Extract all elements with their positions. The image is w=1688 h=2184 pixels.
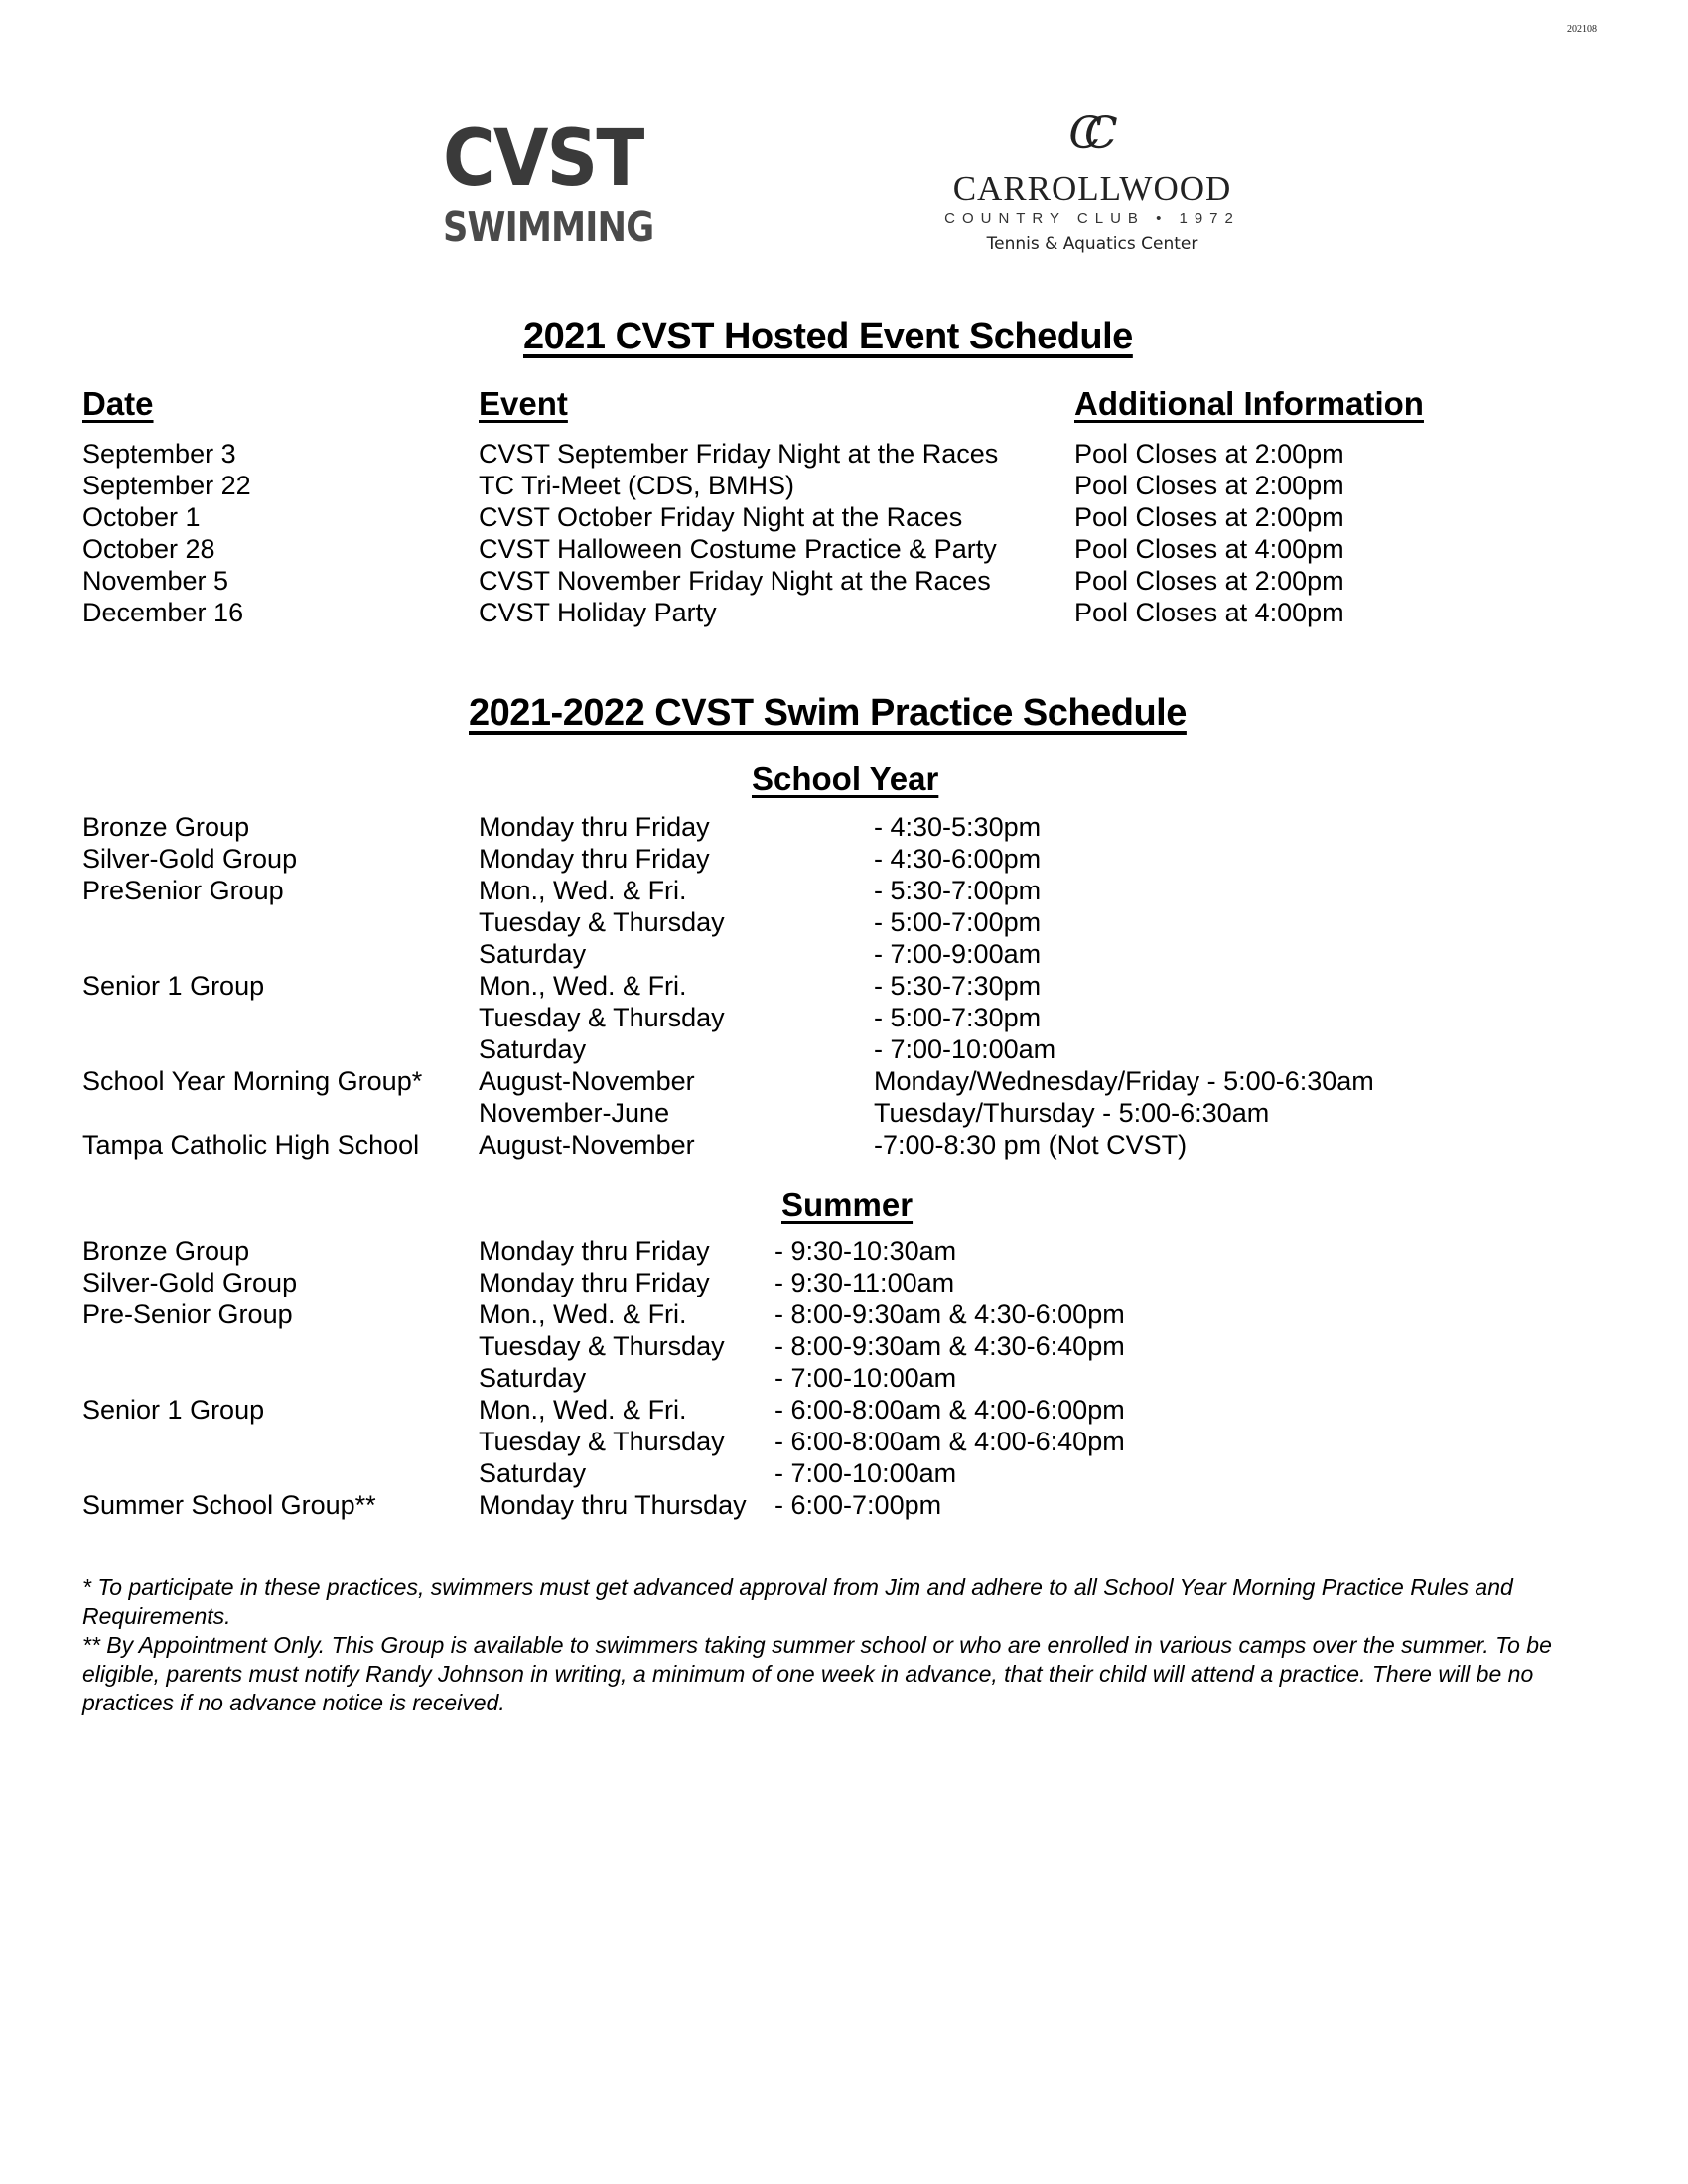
event-row-cell-c: Pool Closes at 2:00pm (1074, 471, 1344, 500)
school-year-row-cell-a: School Year Morning Group* (82, 1066, 423, 1096)
summer-row-cell-c: - 7:00-10:00am (774, 1458, 957, 1488)
summer-row-cell-b: Monday thru Thursday (479, 1490, 747, 1520)
club-name: CARROLLWOOD (952, 169, 1232, 207)
event-row-cell-b: CVST September Friday Night at the Races (479, 439, 999, 469)
school-year-row-cell-b: Mon., Wed. & Fri. (479, 876, 687, 905)
summer-row-cell-a: Silver-Gold Group (82, 1268, 298, 1297)
event-row-cell-c: Pool Closes at 4:00pm (1074, 534, 1344, 564)
school-year-row-cell-c: - 5:30-7:00pm (874, 876, 1042, 905)
club-subtitle: COUNTRY CLUB • 1972 (944, 210, 1240, 227)
summer-row-cell-a: Summer School Group** (82, 1490, 376, 1520)
event-row-cell-a: September 3 (82, 439, 236, 469)
school-year-row-cell-c: -7:00-8:30 pm (Not CVST) (874, 1130, 1188, 1160)
school-year-row-cell-b: Saturday (479, 939, 587, 969)
event-row-cell-a: September 22 (82, 471, 251, 500)
school-year-row-cell-c: - 5:30-7:30pm (874, 971, 1042, 1001)
cvst-logo-text: CVST (443, 114, 643, 204)
col-header-event: Event (479, 385, 568, 422)
summer-row-cell-b: Mon., Wed. & Fri. (479, 1299, 687, 1329)
event-row-cell-b: CVST November Friday Night at the Races (479, 566, 991, 596)
school-year-row-cell-b: August-November (479, 1130, 695, 1160)
event-schedule-title: 2021 CVST Hosted Event Schedule (523, 316, 1133, 357)
event-row-cell-c: Pool Closes at 2:00pm (1074, 439, 1344, 469)
summer-row-cell-a: Bronze Group (82, 1236, 250, 1266)
event-row-cell-b: CVST October Friday Night at the Races (479, 502, 963, 532)
summer-row-cell-b: Tuesday & Thursday (479, 1427, 725, 1456)
summer-row-cell-c: - 7:00-10:00am (774, 1363, 957, 1393)
school-year-row-cell-b: Saturday (479, 1034, 587, 1064)
summer-row-cell-c: - 6:00-8:00am & 4:00-6:00pm (774, 1395, 1125, 1425)
school-year-row-cell-b: Tuesday & Thursday (479, 1003, 725, 1032)
summer-row-cell-b: Mon., Wed. & Fri. (479, 1395, 687, 1425)
school-year-row-cell-b: Monday thru Friday (479, 844, 710, 874)
footnote-summer-school-group: ** By Appointment Only. This Group is available to swimmers taking summer school or who are enrolled in various camps over the summer. To be eligible, parents must notify Randy Johnson in writing, a minimum of one week in advance, that their child will attend a practice. There will be no practices if no advance notice is received. (82, 1632, 1552, 1715)
school-year-row-cell-a: Senior 1 Group (82, 971, 265, 1001)
cvst-swimming-logo (443, 114, 671, 276)
school-year-row-cell-c: Monday/Wednesday/Friday - 5:00-6:30am (874, 1066, 1374, 1096)
school-year-row-cell-b: Monday thru Friday (479, 812, 710, 842)
col-header-date: Date (82, 385, 154, 422)
school-year-row-cell-a: Silver-Gold Group (82, 844, 298, 874)
event-row-cell-b: TC Tri-Meet (CDS, BMHS) (479, 471, 795, 500)
summer-row-cell-a: Pre-Senior Group (82, 1299, 293, 1329)
swimming-logo-text: SWIMMING (443, 204, 654, 251)
school-year-heading: School Year (752, 760, 939, 797)
footnote-morning-group: * To participate in these practices, swimmers must get advanced approval from Jim and adhere to all School Year Morning Practice Rules and Requirements. (82, 1574, 1513, 1629)
summer-heading: Summer (781, 1186, 914, 1223)
school-year-row-cell-c: - 5:00-7:30pm (874, 1003, 1042, 1032)
summer-row-cell-c: - 8:00-9:30am & 4:30-6:40pm (774, 1331, 1125, 1361)
footnotes (82, 1573, 1612, 1717)
event-row-cell-a: October 1 (82, 502, 201, 532)
school-year-row-cell-a: Tampa Catholic High School (82, 1130, 420, 1160)
event-row-cell-a: October 28 (82, 534, 215, 564)
summer-row-cell-c: - 6:00-8:00am & 4:00-6:40pm (774, 1427, 1125, 1456)
school-year-row-cell-a: PreSenior Group (82, 876, 284, 905)
event-row-cell-a: November 5 (82, 566, 229, 596)
school-year-row-cell-b: Mon., Wed. & Fri. (479, 971, 687, 1001)
summer-row-cell-c: - 9:30-11:00am (774, 1268, 955, 1297)
summer-row-cell-c: - 6:00-7:00pm (774, 1490, 942, 1520)
event-row-cell-a: December 16 (82, 598, 244, 627)
club-tagline: Tennis & Aquatics Center (986, 234, 1198, 254)
col-header-additional-info: Additional Information (1074, 385, 1424, 422)
school-year-row-cell-c: - 7:00-10:00am (874, 1034, 1056, 1064)
carrollwood-logo (923, 99, 1261, 278)
document-id: 202108 (1567, 24, 1597, 35)
school-year-row-cell-c: - 7:00-9:00am (874, 939, 1042, 969)
event-row-cell-c: Pool Closes at 2:00pm (1074, 502, 1344, 532)
summer-row-cell-a: Senior 1 Group (82, 1395, 265, 1425)
school-year-row-cell-c: - 4:30-5:30pm (874, 812, 1042, 842)
cc-monogram-icon: CC (1068, 108, 1100, 159)
event-row-cell-b: CVST Halloween Costume Practice & Party (479, 534, 997, 564)
summer-row-cell-b: Tuesday & Thursday (479, 1331, 725, 1361)
school-year-row-cell-b: August-November (479, 1066, 695, 1096)
summer-row-cell-b: Monday thru Friday (479, 1268, 710, 1297)
school-year-row-cell-c: Tuesday/Thursday - 5:00-6:30am (874, 1098, 1270, 1128)
school-year-row-cell-a: Bronze Group (82, 812, 250, 842)
school-year-row-cell-c: - 4:30-6:00pm (874, 844, 1042, 874)
summer-row-cell-b: Saturday (479, 1363, 587, 1393)
summer-row-cell-c: - 9:30-10:30am (774, 1236, 957, 1266)
summer-row-cell-b: Monday thru Friday (479, 1236, 710, 1266)
school-year-row-cell-b: Tuesday & Thursday (479, 907, 725, 937)
summer-row-cell-b: Saturday (479, 1458, 587, 1488)
event-row-cell-b: CVST Holiday Party (479, 598, 717, 627)
school-year-row-cell-b: November-June (479, 1098, 670, 1128)
event-row-cell-c: Pool Closes at 4:00pm (1074, 598, 1344, 627)
school-year-row-cell-c: - 5:00-7:00pm (874, 907, 1042, 937)
summer-row-cell-c: - 8:00-9:30am & 4:30-6:00pm (774, 1299, 1125, 1329)
event-row-cell-c: Pool Closes at 2:00pm (1074, 566, 1344, 596)
practice-schedule-title: 2021-2022 CVST Swim Practice Schedule (469, 692, 1187, 734)
